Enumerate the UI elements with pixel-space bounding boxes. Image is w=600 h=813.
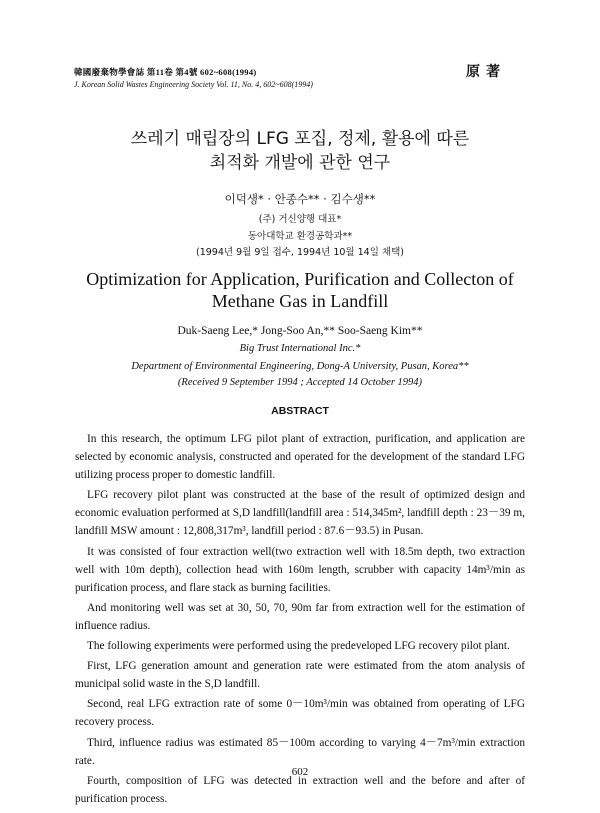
abstract-paragraph: In this research, the optimum LFG pilot plant of extraction, purification, and application are selected by economic analysis, constructed and operated for the development of the standard LFG utilizing process proper to domestic landfill. — [75, 433, 525, 482]
abstract-paragraph: Second, real LFG extraction rate of some 0－10m³/min was obtained from operating of LFG recovery process. — [75, 698, 525, 729]
abstract-heading: ABSTRACT — [271, 405, 329, 417]
english-affiliation-2: Department of Environmental Engineering, Dong-A University, Pusan, Korea** — [131, 361, 469, 372]
abstract-paragraph: And monitoring well was set at 30, 50, 70, 90m far from extraction well for the estimation of influence radius. — [75, 601, 525, 632]
korean-affiliation-1: (주) 거신양행 대표* — [258, 214, 342, 225]
article-type-badge: 原著 — [466, 65, 506, 80]
abstract-paragraph: It was consisted of four extraction well(two extraction well with 18.5m depth, two extraction well with 10m depth), collection head with 160m length, scrubber with capacity 14m³/min as purification process, and flare stack as burning facilities. — [75, 545, 525, 594]
page-number: 602 — [291, 766, 309, 778]
abstract-paragraph: LFG recovery pilot plant was constructed at the base of the result of optimized design and economic evaluation performed at S,D landfill(landfill area : 514,345m², landfill depth : 23－39 m, landfill MSW amount : 12,808,317m³, landfill period : 87.6－93.5) in Pusan. — [75, 489, 525, 538]
abstract-paragraph: Third, influence radius was estimated 85－100m according to varying 4－7m³/min extraction rate. — [75, 736, 525, 767]
english-affiliation-1: Big Trust International Inc.* — [239, 343, 361, 354]
journal-header-english: J. Korean Solid Wastes Engineering Society Vol. 11, No. 4, 602~608(1994) — [74, 80, 313, 89]
korean-authors: 이덕생* · 안종수** · 김수생** — [224, 192, 376, 206]
korean-title-line1: 쓰레기 매립장의 LFG 포집, 정제, 활용에 따른 — [130, 129, 470, 149]
journal-header-korean: 韓國廢棄物學會誌 第11卷 第4號 602~608(1994) — [74, 67, 257, 77]
abstract-paragraph: The following experiments were performed using the predeveloped LFG recovery pilot plant. — [87, 640, 510, 653]
english-title-line1: Optimization for Application, Purification and Collecton of — [86, 269, 514, 289]
abstract-paragraph: First, LFG generation amount and generation rate were estimated from the atom analysis of municipal solid waste in the S,D landfill. — [75, 660, 525, 691]
korean-dates: (1994년 9월 9일 접수, 1994년 10월 14일 채택) — [196, 247, 404, 258]
abstract-body — [75, 430, 525, 810]
english-title-line2: Methane Gas in Landfill — [211, 291, 389, 311]
korean-title-line2: 최적화 개발에 관한 연구 — [209, 153, 391, 173]
english-authors: Duk-Saeng Lee,* Jong-Soo An,** Soo-Saeng Kim** — [177, 325, 423, 337]
english-dates: (Received 9 September 1994 ; Accepted 14 October 1994) — [177, 377, 423, 388]
abstract-paragraph: Fourth, composition of LFG was detected in extraction well and the before and after of purification process. — [75, 774, 525, 805]
korean-affiliation-2: 동아대학교 환경공학과** — [247, 231, 353, 242]
